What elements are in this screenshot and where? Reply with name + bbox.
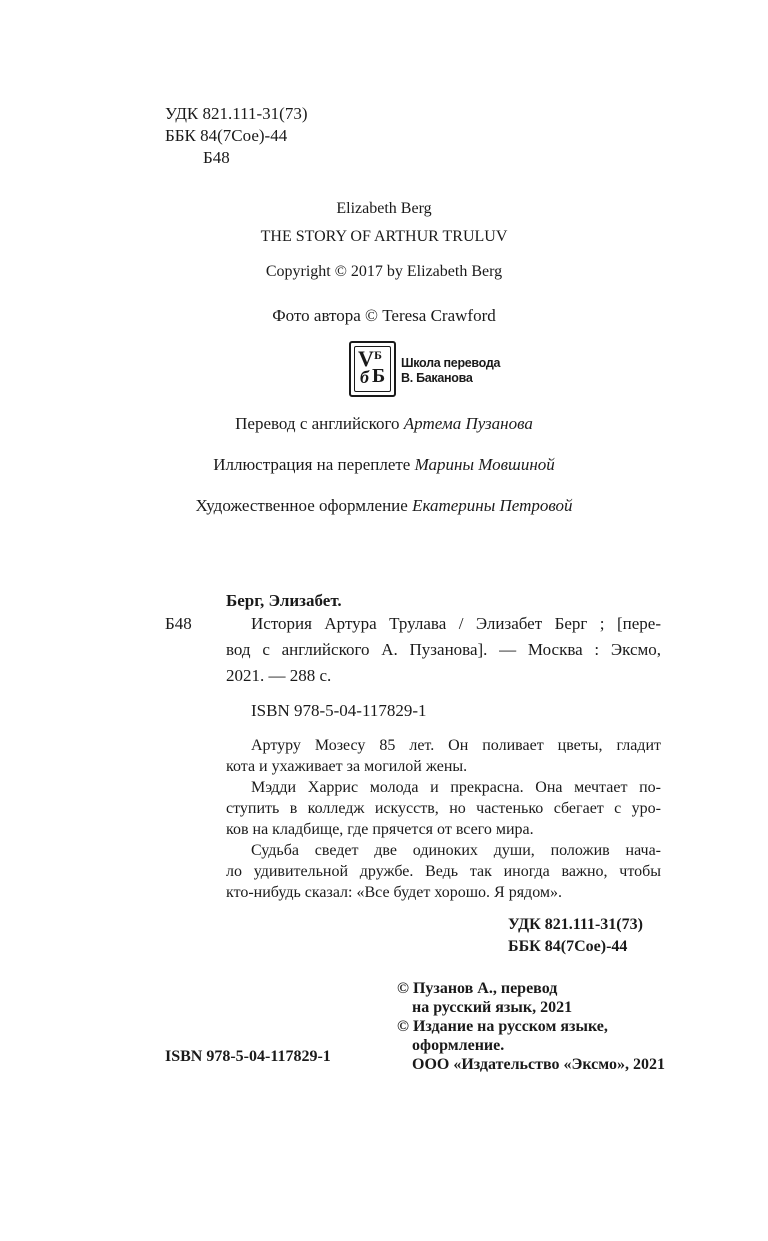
annotation-line: Судьба сведет две одиноких души, положив нача- — [251, 842, 661, 859]
catalog-desc-line: 2021. — 288 с. — [226, 666, 332, 685]
credit-prefix: Художественное оформление — [195, 496, 413, 515]
catalog-isbn: ISBN 978-5-04-117829-1 — [251, 701, 427, 720]
logo-bb-glyph: Б — [372, 365, 386, 387]
logo-line-1: Школа перевода — [401, 356, 501, 370]
annotation-line: Артуру Мозесу 85 лет. Он поливает цветы, гладит — [251, 737, 661, 754]
catalog-sign: Б48 — [165, 614, 192, 633]
catalog-heading: Берг, Элизабет. — [226, 591, 342, 610]
annotation-line: ступить в колледж искусств, но частенько сбегает с уро- — [226, 800, 661, 817]
annotation-line: кота и ухаживает за могилой жены. — [226, 758, 468, 775]
design-credit — [0, 495, 768, 517]
credit-name: Марины Мовшиной — [414, 455, 555, 474]
original-author: Elizabeth Berg — [336, 200, 432, 217]
annotation-line: ков на кладбище, где прячется от всего мира. — [226, 821, 534, 838]
logo-line-2: В. Баканова — [401, 371, 473, 385]
original-title: THE STORY OF ARTHUR TRULUV — [260, 228, 508, 245]
illustrator-credit — [0, 454, 768, 476]
copyright-line: на русский язык, 2021 — [412, 999, 573, 1016]
translator-credit — [0, 413, 768, 435]
author-sign: Б48 — [203, 148, 230, 167]
credit-prefix: Иллюстрация на переплете — [213, 455, 415, 474]
annotation-line: ло удивительной дружбе. Ведь так иногда важно, чтобы — [226, 863, 661, 880]
annotation-line: кто-нибудь сказал: «Все будет хорошо. Я рядом». — [226, 884, 563, 901]
copyright-line: © Издание на русском языке, — [397, 1018, 608, 1035]
translation-school-logo — [349, 341, 396, 397]
credit-name: Артема Пузанова — [403, 414, 533, 433]
copyright-line: оформление. — [412, 1037, 505, 1054]
logo-b-small-glyph: Б — [374, 348, 382, 362]
annotation-line: Мэдди Харрис молода и прекрасна. Она мечтает по- — [251, 779, 661, 796]
udk-code: УДК 821.111-31(73) — [165, 104, 308, 123]
catalog-desc-line: История Артура Трулава / Элизабет Берг ; [пере- — [251, 614, 661, 633]
footer-isbn: ISBN 978-5-04-117829-1 — [165, 1048, 331, 1065]
logo-b-glyph: б — [360, 367, 369, 387]
catalog-desc-line: вод с английского А. Пузанова]. — Москва : Эксмо, — [226, 640, 661, 659]
credit-name: Екатерины Петровой — [412, 496, 573, 515]
original-copyright: Copyright © 2017 by Elizabeth Berg — [265, 263, 503, 280]
logo-v-glyph: V — [358, 346, 374, 371]
copyright-line: ООО «Издательство «Эксмо», 2021 — [412, 1056, 665, 1073]
footer-udk: УДК 821.111-31(73) — [508, 916, 643, 933]
footer-bbk: ББК 84(7Сое)-44 — [508, 938, 628, 955]
copyright-line: © Пузанов А., перевод — [397, 980, 558, 997]
bbk-code: ББК 84(7Сое)-44 — [165, 126, 288, 145]
photo-credit: Фото автора © Teresa Crawford — [272, 306, 496, 325]
credit-prefix: Перевод с английского — [235, 414, 404, 433]
